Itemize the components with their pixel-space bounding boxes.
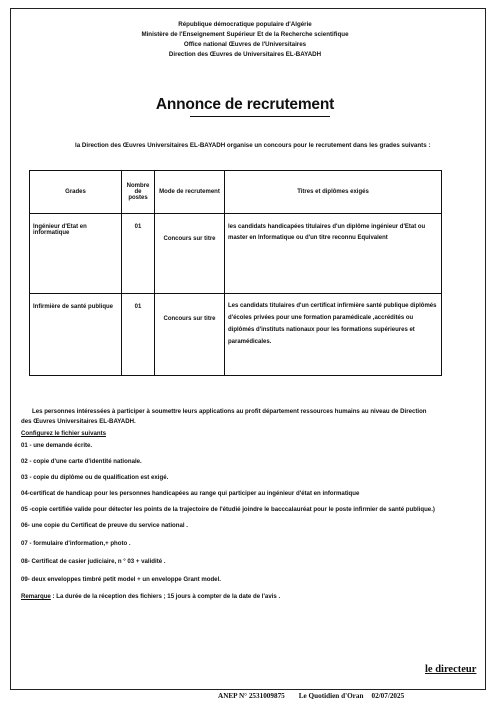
list-item: 08- Certificat de casier judiciaire, n ° 03 + validité . <box>21 558 166 565</box>
remark-text: : La durée de la réception des fichiers ; 15 jours à compter de la date de l'avis . <box>50 593 281 600</box>
list-item: 07 - formulaire d'information,+ photo . <box>21 540 131 547</box>
page-title: Annonce de recrutement <box>155 96 335 113</box>
title-underline <box>190 116 330 117</box>
table-row <box>30 294 442 376</box>
application-paragraph-line2: des Œuvres Universitaires EL-BAYADH. <box>21 418 136 425</box>
footer-anep-number: ANEP N° 2531009875 <box>218 692 285 700</box>
cell-count: 01 <box>122 294 155 376</box>
list-item: 01 - une demande écrite. <box>21 442 93 449</box>
footer-newspaper: Le Quotidien d'Oran <box>298 692 364 700</box>
list-item: 09- deux enveloppes timbré petit model + un enveloppe Grant model. <box>21 576 221 583</box>
header-ministry: Ministère de l'Enseignement Supérieur Et de la Recherche scientifique <box>141 31 349 38</box>
cell-grade: Ingénieur d'Etat en informatique <box>30 214 122 294</box>
remark-label: Remarque <box>21 593 51 600</box>
header-direction: Direction des Œuvres de Universitaires EL-BAYADH <box>168 51 322 58</box>
table-header-row <box>30 171 442 214</box>
cell-mode: Concours sur titre <box>155 214 225 294</box>
signature-director: le directeur <box>425 664 477 675</box>
cell-titles: les candidats handicapées titulaires d'un diplôme ingénieur d'Etat ou master en Informatique ou d'un titre reconnu Equivalent <box>225 214 442 294</box>
remark-line <box>21 593 280 601</box>
list-item: 04-certificat de handicap pour les personnes handicapées au range qui participer au ingénieur d'état en informatique <box>21 490 360 497</box>
list-item: 06- une copie du Certificat de preuve du service national . <box>21 522 188 529</box>
list-item: 05 -copie certifiée valide pour détecter les points de la trajectoire de l'étudié joindre le bacccalauréat pour le poste infirmier de santé publique.) <box>21 506 435 513</box>
application-paragraph-line1: Les personnes intéressées à participer à soumettre leurs applications au profit département ressources humains au niveau de Direction <box>32 408 427 415</box>
header-republic: République démocratique populaire d'Algérie <box>178 21 312 28</box>
col-header-count: Nombre de postes <box>122 171 155 214</box>
intro-text: la Direction des Œuvres Universitaires EL-BAYADH organise un concours pour le recrutement dans les grades suivants : <box>75 142 431 149</box>
cell-grade: Infirmière de santé publique <box>30 294 122 376</box>
file-list-heading: Configurez le fichier suivants <box>21 430 106 437</box>
col-header-titles: Titres et diplômes exigés <box>225 171 442 214</box>
list-item: 02 - copie d'une carte d'identité nationale. <box>21 458 142 465</box>
list-item: 03 - copie du diplôme ou de qualification est exigé. <box>21 474 169 481</box>
cell-mode: Concours sur titre <box>155 294 225 376</box>
recruitment-table <box>29 170 442 376</box>
cell-titles: Les candidats titulaires d'un certificat infirmière santé publique diplômés d'écoles privées pour une formation paramédicale ,accrédités ou diplômés d'instituts nationaux pour les formations supérieures et paramédicales. <box>225 294 442 376</box>
header-office: Office national Œuvres de l'Universitaires <box>183 41 307 48</box>
table-row <box>30 214 442 294</box>
footer-publication <box>218 692 404 700</box>
footer-date: 02/07/2025 <box>371 692 405 700</box>
cell-count: 01 <box>122 214 155 294</box>
col-header-grades: Grades <box>30 171 122 214</box>
col-header-mode: Mode de recrutement <box>155 171 225 214</box>
